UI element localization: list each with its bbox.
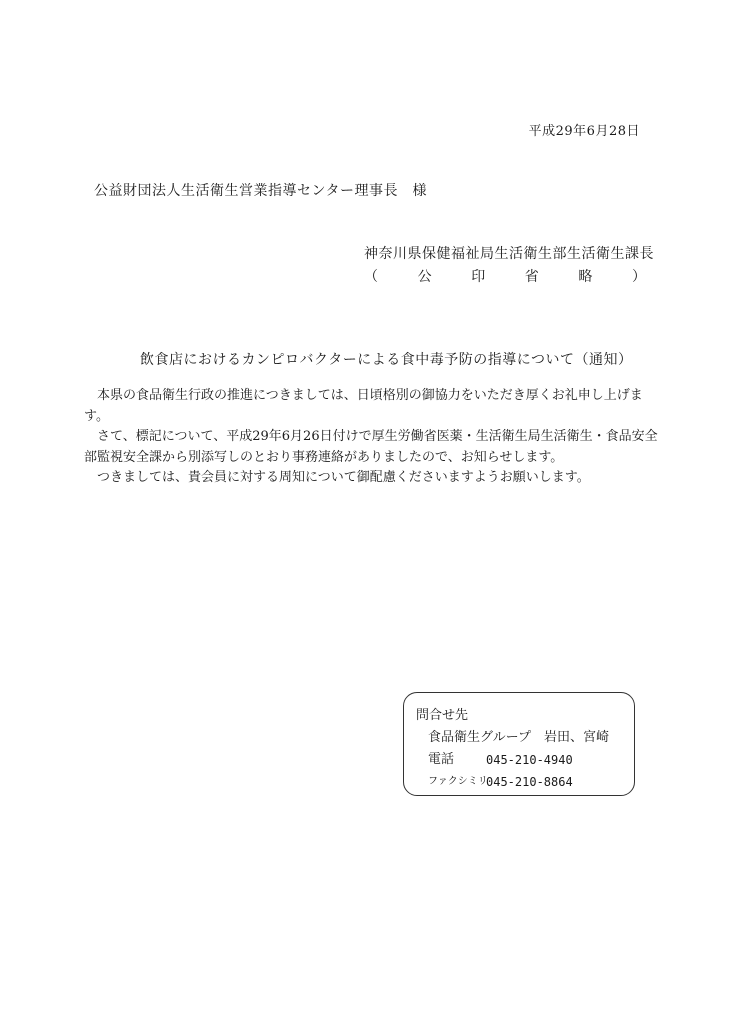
body-paragraph: さて、標記について、平成29年6月26日付けで厚生労働省医薬・生活衛生局生活衛生・食品安全部監視安全課から別添写しのとおり事務連絡がありましたので、お知らせします。 bbox=[84, 429, 658, 465]
body-paragraph: 本県の食品衛生行政の推進につきましては、日頃格別の御協力をいただき厚くお礼申し上げます。 bbox=[84, 388, 643, 424]
body-paragraph: つきましては、貴会員に対する周知について御配慮くださいますようお願いします。 bbox=[97, 470, 590, 485]
fax-label: ファクシミリ bbox=[428, 776, 488, 787]
recipient-line: 公益財団法人生活衛生営業指導センター理事長 様 bbox=[94, 183, 427, 199]
seal-char: 印 bbox=[471, 269, 486, 285]
tel-label: 電話 bbox=[428, 752, 455, 767]
contact-tel-row bbox=[416, 749, 634, 771]
contact-box bbox=[403, 692, 635, 796]
seal-char: ） bbox=[631, 269, 646, 285]
seal-char: 公 bbox=[417, 269, 432, 285]
document-date: 平成29年6月28日 bbox=[528, 124, 640, 139]
contact-heading: 問合せ先 bbox=[416, 708, 469, 723]
contact-fax-row bbox=[416, 771, 634, 793]
sender-name: 神奈川県保健福祉局生活衛生部生活衛生課長 bbox=[364, 246, 654, 262]
subject-title: 飲食店におけるカンピロバクターによる食中毒予防の指導について（通知） bbox=[140, 352, 633, 368]
seal-omitted-note bbox=[364, 266, 646, 286]
seal-char: （ bbox=[364, 269, 378, 285]
fax-number: 045-210-8864 bbox=[486, 775, 573, 789]
contact-group: 食品衛生グループ 岩田、宮崎 bbox=[428, 730, 609, 745]
seal-char: 略 bbox=[578, 269, 593, 285]
tel-number: 045-210-4940 bbox=[486, 753, 573, 767]
body-text bbox=[84, 386, 664, 489]
seal-char: 省 bbox=[524, 269, 539, 285]
